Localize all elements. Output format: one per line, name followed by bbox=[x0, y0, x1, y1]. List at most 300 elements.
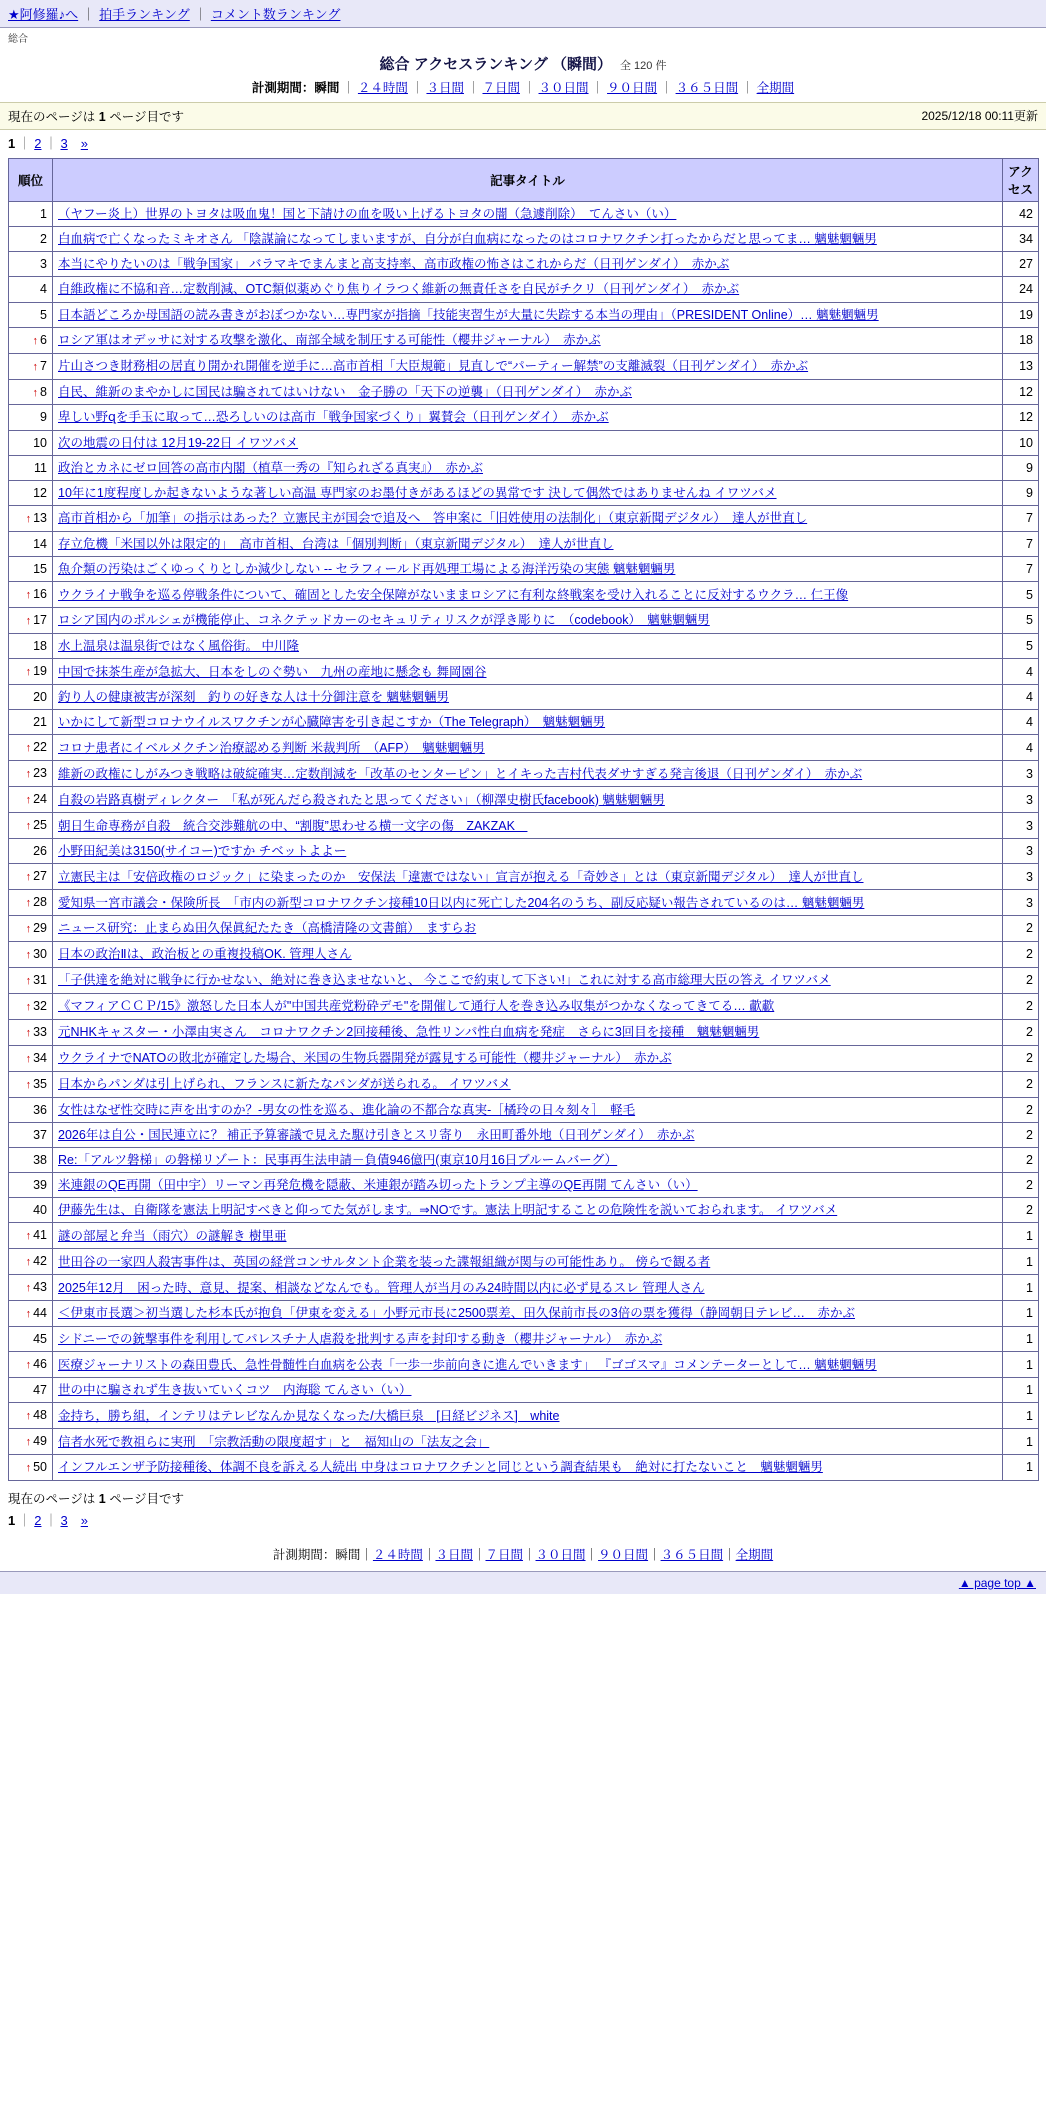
period-3d-bottom[interactable]: ３日間 bbox=[435, 1548, 473, 1562]
rank-up-icon: ↑ bbox=[25, 794, 32, 807]
article-title-cell bbox=[53, 1198, 1003, 1223]
rank-number: 26 bbox=[33, 844, 47, 859]
article-title-cell bbox=[53, 1249, 1003, 1275]
page-status-bar-bottom bbox=[0, 1485, 1046, 1507]
article-title-link[interactable]: ウクライナ戦争を巡る停戦条件について、確固とした安全保障がないままロシアに有利な終戦案を受け入れることに反対するウクラ… 仁王像 bbox=[58, 587, 849, 602]
rank-up-icon: ↑ bbox=[32, 386, 39, 399]
nav-separator-1: ｜ bbox=[82, 7, 96, 22]
table-row bbox=[9, 685, 1039, 710]
rank-number: 27 bbox=[33, 869, 47, 884]
period-7d-top[interactable]: ７日間 bbox=[482, 81, 520, 95]
period-24h-bottom[interactable]: ２４時間 bbox=[372, 1548, 423, 1562]
article-title-cell bbox=[53, 1455, 1003, 1481]
rank-cell bbox=[9, 735, 53, 761]
table-row bbox=[9, 1352, 1039, 1378]
article-title-cell bbox=[53, 1301, 1003, 1327]
article-title-link[interactable]: 小野田紀美は3150(サイコー)ですか チベットよよー bbox=[58, 844, 347, 859]
article-title-cell bbox=[53, 916, 1003, 942]
page-link-1-bottom[interactable]: 1 bbox=[8, 1513, 16, 1528]
rank-cell bbox=[9, 1147, 53, 1172]
access-count-cell: 1 bbox=[1003, 1403, 1039, 1429]
rank-number: 33 bbox=[33, 1024, 47, 1039]
article-title-link[interactable]: 朝日生命専務が自殺 統合交渉難航の中、“割腹”思わせる横一文字の傷 ZAKZAK bbox=[58, 818, 528, 833]
article-title-link[interactable]: 謎の部屋と弁当（雨穴）の謎解き 樹里亜 bbox=[58, 1228, 287, 1243]
access-count-cell: 1 bbox=[1003, 1301, 1039, 1327]
article-title-link[interactable]: 自民、維新のまやかしに国民は騙されてはいけない 金子勝の「天下の逆襲」（日刊ゲンダイ） 赤かぶ bbox=[58, 384, 633, 399]
rank-cell bbox=[9, 505, 53, 531]
period-sep-t3: ｜ bbox=[466, 81, 480, 95]
page-sep-b1: ｜ bbox=[18, 1513, 32, 1528]
article-title-cell bbox=[53, 608, 1003, 634]
article-title-link[interactable]: 日本の政治Ⅱは、政治板との重複投稿OK. 管理人さん bbox=[58, 947, 352, 962]
article-title-link[interactable]: 医療ジャーナリストの森田豊氏、急性骨髄性白血病を公表「一歩一歩前向きに進んでいきます」 『ゴゴスマ』コメンテーターとして… 魑魅魍魎男 bbox=[58, 1357, 877, 1372]
rank-cell bbox=[9, 1301, 53, 1327]
article-title-cell bbox=[53, 1147, 1003, 1172]
article-title-cell bbox=[53, 1327, 1003, 1352]
table-row bbox=[9, 659, 1039, 685]
period-3d-top[interactable]: ３日間 bbox=[426, 81, 464, 95]
page-sep-t1: ｜ bbox=[18, 136, 32, 151]
access-count-cell: 13 bbox=[1003, 353, 1039, 379]
access-count-cell: 2 bbox=[1003, 942, 1039, 968]
table-row bbox=[9, 761, 1039, 787]
access-count-cell: 2 bbox=[1003, 967, 1039, 993]
table-row bbox=[9, 813, 1039, 839]
rank-number: 8 bbox=[40, 384, 47, 399]
period-sep-t1: ｜ bbox=[342, 81, 355, 95]
article-title-link[interactable]: 日本語どころか母国語の読み書きがおぼつかない…専門家が指摘「技能実習生が大量に失踪する本当の理由」（PRESIDENT Online）… 魑魅魍魎男 bbox=[58, 307, 879, 322]
rank-number: 45 bbox=[33, 1332, 47, 1346]
page-next-bottom[interactable]: » bbox=[80, 1513, 88, 1528]
article-title-link[interactable]: 信者水死で教祖らに実刑 「宗教活動の限度超す」と 福知山の「法友之会」 bbox=[58, 1434, 490, 1449]
rank-number: 37 bbox=[33, 1127, 47, 1142]
rank-up-icon: ↑ bbox=[32, 360, 39, 373]
article-title-cell bbox=[53, 202, 1003, 227]
table-row bbox=[9, 1378, 1039, 1403]
article-title-link[interactable]: 日本からパンダは引上げられ、フランスに新たなパンダが送られる。 イワツバメ bbox=[58, 1077, 511, 1092]
page-sep-b2: ｜ bbox=[44, 1513, 58, 1528]
period-sep-t6: ｜ bbox=[660, 81, 673, 95]
period-sep-t7: ｜ bbox=[741, 81, 754, 95]
article-title-cell bbox=[53, 1173, 1003, 1198]
updated-timestamp: 2025/12/18 00:11更新 bbox=[921, 109, 1038, 123]
rank-number: 19 bbox=[33, 664, 47, 679]
rank-cell bbox=[9, 659, 53, 685]
rank-cell bbox=[9, 405, 53, 430]
article-title-link[interactable]: ロシア軍はオデッサに対する攻撃を激化、南部全域を制圧する可能性（櫻井ジャーナル） 赤かぶ bbox=[58, 333, 601, 348]
access-count-cell: 5 bbox=[1003, 608, 1039, 634]
article-title-cell bbox=[53, 277, 1003, 302]
table-row bbox=[9, 1455, 1039, 1481]
page-next-top[interactable]: » bbox=[80, 136, 88, 151]
article-title-link[interactable]: シドニーでの銃撃事件を利用してパレスチナ人虐殺を批判する声を封印する動き（櫻井ジャーナル） 赤かぶ bbox=[58, 1332, 663, 1346]
access-count-cell: 27 bbox=[1003, 252, 1039, 277]
article-title-link[interactable]: 中国で抹茶生産が急拡大、日本をしのぐ勢い 九州の産地に懸念も 舞岡園谷 bbox=[58, 664, 487, 679]
article-title-cell bbox=[53, 227, 1003, 252]
rank-cell bbox=[9, 379, 53, 405]
period-7d-bottom[interactable]: ７日間 bbox=[485, 1548, 523, 1562]
table-row bbox=[9, 967, 1039, 993]
rank-number: 12 bbox=[33, 485, 47, 500]
rank-cell bbox=[9, 864, 53, 890]
access-count-cell: 5 bbox=[1003, 582, 1039, 608]
rank-up-icon: ↑ bbox=[25, 1359, 32, 1372]
article-title-cell bbox=[53, 685, 1003, 710]
article-title-link[interactable]: インフルエンザ予防接種後、体調不良を訴える人続出 中身はコロナワクチンと同じという調査結果も 絶対に打たないこと 魑魅魍魎男 bbox=[58, 1460, 823, 1475]
table-row bbox=[9, 916, 1039, 942]
article-title-link[interactable]: 伊藤先生は、自衛隊を憲法上明記すべきと仰ってた気がします。⇒NOです。憲法上明記することの危険性を説いておられます。 イワツバメ bbox=[58, 1203, 838, 1218]
rank-cell bbox=[9, 202, 53, 227]
rank-number: 22 bbox=[33, 740, 47, 755]
current-page-number-bottom: 1 bbox=[98, 1492, 106, 1506]
period-sep-t2: ｜ bbox=[410, 81, 424, 95]
rank-cell bbox=[9, 967, 53, 993]
period-label-top: 計測期間： bbox=[251, 81, 315, 95]
rank-cell bbox=[9, 1403, 53, 1429]
access-count-cell: 10 bbox=[1003, 430, 1039, 455]
rank-cell bbox=[9, 252, 53, 277]
article-title-link[interactable]: 世の中に騙されず生き抜いていくコツ 内海聡 てんさい（い） bbox=[58, 1383, 412, 1398]
access-count-cell: 2 bbox=[1003, 1147, 1039, 1172]
rank-number: 42 bbox=[33, 1254, 47, 1269]
article-title-cell bbox=[53, 864, 1003, 890]
rank-number: 14 bbox=[33, 536, 47, 551]
access-count-cell: 18 bbox=[1003, 327, 1039, 353]
table-row bbox=[9, 353, 1039, 379]
article-title-link[interactable]: 片山さつき財務相の居直り開かれ開催を逆手に…高市首相「大臣規範」見直しで“パーティー解禁”の支離滅裂（日刊ゲンダイ） 赤かぶ bbox=[58, 358, 809, 373]
rank-cell bbox=[9, 227, 53, 252]
rank-up-icon: ↑ bbox=[25, 1436, 32, 1449]
article-title-link[interactable]: 自維政権に不協和音…定数削減、OTC類似薬めぐり焦りイラつく維新の無責任さを自民がチクリ（日刊ゲンダイ） 赤かぶ bbox=[58, 282, 740, 297]
period-90d-top[interactable]: ９０日間 bbox=[607, 81, 658, 95]
table-row bbox=[9, 634, 1039, 659]
table-row bbox=[9, 582, 1039, 608]
table-row bbox=[9, 1071, 1039, 1097]
rank-number: 36 bbox=[33, 1102, 47, 1117]
rank-cell bbox=[9, 890, 53, 916]
access-count-cell: 1 bbox=[1003, 1429, 1039, 1455]
article-title-cell bbox=[53, 942, 1003, 968]
article-title-cell bbox=[53, 327, 1003, 353]
rank-cell bbox=[9, 1455, 53, 1481]
access-count-cell: 1 bbox=[1003, 1275, 1039, 1301]
table-row bbox=[9, 405, 1039, 430]
article-title-cell bbox=[53, 455, 1003, 480]
article-title-link[interactable]: 元NHKキャスター・小澤由実さん コロナワクチン2回接種後、急性リンパ性白血病を発症 さらに3回目を接種 魑魅魍魎男 bbox=[58, 1025, 760, 1040]
access-count-cell: 2 bbox=[1003, 993, 1039, 1019]
article-title-link[interactable]: Re:「アルツ磐梯」の磐梯リゾート：民事再生法申請－負債946億円(東京10月16日ブルームバーグ） bbox=[58, 1152, 618, 1167]
access-count-cell: 34 bbox=[1003, 227, 1039, 252]
rank-up-icon: ↑ bbox=[25, 615, 32, 628]
article-title-cell bbox=[53, 1019, 1003, 1045]
period-all-top[interactable]: 全期間 bbox=[756, 81, 795, 95]
article-title-link[interactable]: 世田谷の一家四人殺害事件は、英国の経営コンサルタント企業を装った諜報組織が関与の可能性あり。 傍らで観る者 bbox=[58, 1254, 711, 1269]
rank-cell bbox=[9, 916, 53, 942]
access-count-cell: 24 bbox=[1003, 277, 1039, 302]
rank-up-icon: ↑ bbox=[25, 974, 32, 987]
rank-number: 50 bbox=[33, 1460, 47, 1475]
period-30d-top[interactable]: ３０日間 bbox=[538, 81, 589, 95]
current-page-number-top: 1 bbox=[98, 110, 106, 124]
article-title-link[interactable]: （ヤフー炎上）世界のトヨタは吸血鬼！国と下請けの血を吸い上げるトヨタの闇（急遽削除） てんさい（い） bbox=[58, 207, 677, 221]
period-sep-b7: ｜ bbox=[723, 1548, 736, 1562]
column-header-rank: 順位 bbox=[9, 159, 53, 202]
access-count-cell: 5 bbox=[1003, 634, 1039, 659]
rank-number: 35 bbox=[33, 1076, 47, 1091]
article-title-link[interactable]: 高市首相から「加筆」の指示はあった？立憲民主が国会で追及へ 答申案に「旧姓使用の法制化」（東京新聞デジタル） 達人が世直し bbox=[58, 511, 808, 526]
period-365d-bottom[interactable]: ３６５日間 bbox=[660, 1548, 724, 1562]
table-row bbox=[9, 202, 1039, 227]
top-navigation-bar bbox=[0, 0, 1046, 28]
table-row bbox=[9, 480, 1039, 505]
article-title-cell bbox=[53, 890, 1003, 916]
access-count-cell: 9 bbox=[1003, 480, 1039, 505]
period-30d-bottom[interactable]: ３０日間 bbox=[535, 1548, 586, 1562]
rank-cell bbox=[9, 327, 53, 353]
article-title-link[interactable]: ロシア国内のポルシェが機能停止、コネクテッドカーのセキュリティリスクが浮き彫りに （codebook） 魑魅魍魎男 bbox=[58, 613, 710, 628]
period-365d-top[interactable]: ３６５日間 bbox=[675, 81, 739, 95]
article-title-link[interactable]: 「子供達を絶対に戦争に行かせない、絶対に巻き込ませないと、 今ここで約束して下さい!」これに対する高市総理大臣の答え イワツバメ bbox=[58, 973, 831, 988]
access-count-cell: 1 bbox=[1003, 1223, 1039, 1249]
article-title-link[interactable]: 次の地震の日付は 12月19-22日 イワツバメ bbox=[58, 435, 299, 450]
rank-cell bbox=[9, 1275, 53, 1301]
article-title-link[interactable]: 10年に1度程度しか起きないような著しい高温 専門家のお墨付きがあるほどの異常です 決して偶然ではありませんね イワツバメ bbox=[58, 485, 777, 500]
access-count-cell: 4 bbox=[1003, 710, 1039, 735]
article-title-cell bbox=[53, 1378, 1003, 1403]
table-row bbox=[9, 735, 1039, 761]
rank-up-icon: ↑ bbox=[25, 897, 32, 910]
table-body bbox=[9, 202, 1039, 1481]
rank-up-icon: ↑ bbox=[25, 949, 32, 961]
rank-number: 47 bbox=[33, 1383, 47, 1398]
column-header-access: アクセス bbox=[1003, 159, 1039, 202]
rank-number: 40 bbox=[33, 1203, 47, 1218]
rank-number: 4 bbox=[40, 282, 47, 297]
rank-cell bbox=[9, 430, 53, 455]
article-title-link[interactable]: ＜伊東市長選＞初当選した杉本氏が抱負「伊東を変える」小野元市長に2500票差、田久保前市長の3倍の票を獲得（静岡朝日テレビ… 赤かぶ bbox=[58, 1306, 856, 1321]
rank-cell bbox=[9, 1097, 53, 1122]
rank-cell bbox=[9, 813, 53, 839]
rank-number: 48 bbox=[33, 1408, 47, 1423]
table-row bbox=[9, 1301, 1039, 1327]
column-header-title: 記事タイトル bbox=[53, 159, 1003, 202]
article-title-cell bbox=[53, 1071, 1003, 1097]
access-count-cell: 4 bbox=[1003, 685, 1039, 710]
rank-number: 13 bbox=[33, 510, 47, 525]
rank-number: 16 bbox=[33, 587, 47, 602]
rank-number: 43 bbox=[33, 1280, 47, 1295]
article-title-link[interactable]: 白血病で亡くなったミキオさん 「陰謀論になってしまいますが、自分が白血病になったのはコロナワクチン打ったからだと思ってま… 魑魅魍魎男 bbox=[58, 232, 877, 247]
table-row bbox=[9, 1097, 1039, 1122]
rank-cell bbox=[9, 1198, 53, 1223]
article-title-cell bbox=[53, 787, 1003, 813]
rank-number: 2 bbox=[40, 232, 47, 247]
table-row bbox=[9, 890, 1039, 916]
article-title-cell bbox=[53, 405, 1003, 430]
home-link[interactable]: ★阿修羅♪へ bbox=[8, 7, 79, 22]
article-title-cell bbox=[53, 1429, 1003, 1455]
rank-number: 17 bbox=[33, 613, 47, 628]
page-status-bar-top bbox=[0, 102, 1046, 130]
page-link-2-bottom[interactable]: 2 bbox=[34, 1513, 42, 1528]
breadcrumb: 総合 bbox=[8, 34, 28, 45]
article-title-link[interactable]: 存立危機「米国以外は限定的」 高市首相、台湾は「個別判断」（東京新聞デジタル） 達人が世直し bbox=[58, 536, 614, 551]
rank-number: 29 bbox=[33, 921, 47, 936]
current-page-prefix-top: 現在のページは bbox=[8, 110, 96, 124]
rank-cell bbox=[9, 455, 53, 480]
article-title-link[interactable]: コロナ患者にイベルメクチン治療認める判断 米裁判所 （AFP） 魑魅魍魎男 bbox=[58, 740, 485, 755]
article-title-cell bbox=[53, 1275, 1003, 1301]
access-count-cell: 12 bbox=[1003, 379, 1039, 405]
access-count-cell: 1 bbox=[1003, 1327, 1039, 1352]
access-count-cell: 1 bbox=[1003, 1455, 1039, 1481]
page-link-2-top[interactable]: 2 bbox=[34, 136, 42, 151]
table-row bbox=[9, 302, 1039, 327]
article-title-cell bbox=[53, 1097, 1003, 1122]
comment-ranking-link[interactable]: コメント数ランキング bbox=[210, 7, 341, 22]
rank-up-icon: ↑ bbox=[25, 1052, 32, 1065]
rank-up-icon: ↑ bbox=[32, 334, 39, 347]
period-sep-b6: ｜ bbox=[648, 1548, 661, 1562]
access-count-cell: 2 bbox=[1003, 1122, 1039, 1147]
rank-number: 21 bbox=[33, 715, 47, 730]
rank-cell bbox=[9, 634, 53, 659]
rank-number: 10 bbox=[33, 435, 47, 450]
rank-up-icon: ↑ bbox=[25, 666, 32, 679]
rank-up-icon: ↑ bbox=[25, 589, 32, 602]
rank-up-icon: ↑ bbox=[25, 1078, 32, 1091]
table-row bbox=[9, 1403, 1039, 1429]
access-count-cell: 1 bbox=[1003, 1249, 1039, 1275]
access-count-cell: 7 bbox=[1003, 531, 1039, 556]
pagination-bottom bbox=[0, 1507, 1046, 1535]
table-row bbox=[9, 327, 1039, 353]
table-row bbox=[9, 839, 1039, 864]
page-link-1-top[interactable]: 1 bbox=[8, 136, 16, 151]
article-title-link[interactable]: 釣り人の健康被害が深刻 釣りの好きな人は十分御注意を 魑魅魍魎男 bbox=[58, 690, 449, 705]
article-title-link[interactable]: 愛知県一宮市議会・保険所長 「市内の新型コロナワクチン接種10日以内に死亡した204名のうち、副反応疑い報告されているのは… 魑魅魍魎男 bbox=[58, 895, 865, 910]
article-title-cell bbox=[53, 1403, 1003, 1429]
table-row bbox=[9, 1019, 1039, 1045]
article-title-cell bbox=[53, 761, 1003, 787]
access-count-cell: 2 bbox=[1003, 1019, 1039, 1045]
table-row bbox=[9, 1173, 1039, 1198]
rank-up-icon: ↑ bbox=[25, 1308, 32, 1321]
current-page-prefix-bottom: 現在のページは bbox=[8, 1492, 96, 1506]
article-title-link[interactable]: 水上温泉は温泉街ではなく風俗街。 中川隆 bbox=[58, 639, 299, 653]
access-count-cell: 42 bbox=[1003, 202, 1039, 227]
rank-number: 3 bbox=[40, 257, 47, 272]
article-title-cell bbox=[53, 839, 1003, 864]
rank-cell bbox=[9, 608, 53, 634]
rank-cell bbox=[9, 1045, 53, 1071]
table-row bbox=[9, 864, 1039, 890]
rank-number: 20 bbox=[33, 690, 47, 705]
article-title-cell bbox=[53, 1122, 1003, 1147]
period-90d-bottom[interactable]: ９０日間 bbox=[598, 1548, 649, 1562]
article-title-cell bbox=[53, 531, 1003, 556]
article-title-cell bbox=[53, 557, 1003, 582]
rank-number: 11 bbox=[34, 460, 47, 475]
page-link-3-bottom[interactable]: 3 bbox=[60, 1513, 68, 1528]
rank-cell bbox=[9, 302, 53, 327]
table-row bbox=[9, 710, 1039, 735]
article-title-link[interactable]: 金持ち，勝ち組，インテリはテレビなんか見なくなった/大橋巨泉 [日経ビジネス] white bbox=[58, 1408, 560, 1423]
rank-up-icon: ↑ bbox=[25, 923, 32, 936]
period-24h-top[interactable]: ２４時間 bbox=[357, 81, 408, 95]
article-title-link[interactable]: 《マフィアＣＣＰ/15》激怒した日本人が"中国共産党粉砕デモ"を開催して通行人を巻き込み収集がつかなくなってきてる… 歗歗 bbox=[58, 999, 775, 1014]
period-current-top: 瞬間 bbox=[314, 81, 340, 95]
article-title-link[interactable]: 本当にやりたいのは「戦争国家」 バラマキでまんまと高支持率、高市政権の怖さはこれからだ（日刊ゲンダイ） 赤かぶ bbox=[58, 257, 730, 272]
rank-up-icon: ↑ bbox=[25, 768, 32, 781]
rank-cell bbox=[9, 1352, 53, 1378]
rank-up-icon: ↑ bbox=[25, 820, 32, 833]
access-count-cell: 19 bbox=[1003, 302, 1039, 327]
current-page-suffix-top: ページ目です bbox=[109, 110, 184, 124]
table-row bbox=[9, 455, 1039, 480]
page-link-3-top[interactable]: 3 bbox=[60, 136, 68, 151]
article-title-link[interactable]: 卑しい野զを手玉に取って…恐ろしいのは高市「戦争国家づくり」翼賛会（日刊ゲンダイ） 赤かぶ bbox=[58, 410, 609, 425]
rank-cell bbox=[9, 1327, 53, 1352]
article-title-link[interactable]: 米連銀のQE再開（田中宇）リーマン再発危機を隠蔽、米連銀が踏み切ったトランプ主導のQE再開 てんさい（い） bbox=[58, 1178, 698, 1192]
article-title-link[interactable]: 2025年12月 困った時、意見、提案、相談などなんでも。管理人が当月のみ24時間以内に必ず見るスレ 管理人さん bbox=[58, 1280, 705, 1295]
access-count-cell: 3 bbox=[1003, 890, 1039, 916]
article-title-link[interactable]: いかにして新型コロナウイルスワクチンが心臓障害を引き起こすか（The Telegraph） 魑魅魍魎男 bbox=[58, 715, 606, 730]
rank-cell bbox=[9, 277, 53, 302]
rank-cell bbox=[9, 582, 53, 608]
period-sep-t4: ｜ bbox=[523, 81, 536, 95]
table-header-row bbox=[9, 159, 1039, 202]
table-row bbox=[9, 1198, 1039, 1223]
article-title-link[interactable]: ウクライナでNATOの敗北が確定した場合、米国の生物兵器開発が露見する可能性（櫻井ジャーナル） 赤かぶ bbox=[58, 1051, 672, 1066]
rank-cell bbox=[9, 1019, 53, 1045]
period-all-bottom[interactable]: 全期間 bbox=[735, 1548, 774, 1562]
applause-ranking-link[interactable]: 拍手ランキング bbox=[99, 7, 190, 22]
article-title-link[interactable]: 2026年は自公・国民連立に？ 補正予算審議で見えた駆け引きとスリ寄り 永田町番外地（日刊ゲンダイ） 赤かぶ bbox=[58, 1127, 695, 1142]
rank-cell bbox=[9, 942, 53, 968]
article-title-link[interactable]: 自殺の岩路真樹ディレクター 「私が死んだら殺されたと思ってください」（柳澤史樹氏facebook) 魑魅魍魎男 bbox=[58, 792, 665, 807]
table-row bbox=[9, 993, 1039, 1019]
article-title-link[interactable]: 維新の政権にしがみつき戦略は破綻確実…定数削減を「改革のセンターピン」とイキった吉村代表ダサすぎる発言後退（日刊ゲンダイ） 赤かぶ bbox=[58, 766, 863, 781]
rank-cell bbox=[9, 1249, 53, 1275]
article-title-cell bbox=[53, 1045, 1003, 1071]
access-count-cell: 4 bbox=[1003, 735, 1039, 761]
article-title-link[interactable]: 魚介類の汚染はごくゆっくりとしか減少しない -- セラフィールド再処理工場による海洋汚染の実態 魑魅魍魎男 bbox=[58, 562, 676, 576]
rank-number: 32 bbox=[33, 998, 47, 1013]
article-title-cell bbox=[53, 710, 1003, 735]
period-selector-top bbox=[0, 76, 1046, 102]
article-title-link[interactable]: 女性はなぜ性交時に声を出すのか？-男女の性を巡る、進化論の不都合な真実-［橘玲の日々刻々］ 軽毛 bbox=[58, 1102, 636, 1117]
table-row bbox=[9, 277, 1039, 302]
article-title-link[interactable]: ニュース研究：止まらぬ田久保眞紀たたき（高橋清隆の文書館） ますらお bbox=[58, 921, 477, 936]
article-title-link[interactable]: 政治とカネにゼロ回答の高市内閣（植草一秀の『知られざる真実』） 赤かぶ bbox=[58, 460, 484, 475]
article-title-link[interactable]: 立憲民主は「安倍政権のロジック」に染まったのか 安保法「違憲ではない」宣言が抱える「奇妙さ」とは（東京新聞デジタル） 達人が世直し bbox=[58, 869, 864, 884]
access-count-cell: 1 bbox=[1003, 1378, 1039, 1403]
article-title-cell bbox=[53, 252, 1003, 277]
rank-number: 38 bbox=[33, 1152, 47, 1167]
table-row bbox=[9, 1147, 1039, 1172]
table-row bbox=[9, 1223, 1039, 1249]
access-count-cell: 2 bbox=[1003, 916, 1039, 942]
rank-cell bbox=[9, 1122, 53, 1147]
rank-number: 6 bbox=[40, 332, 47, 347]
rank-number: 7 bbox=[40, 358, 47, 373]
access-count-cell: 2 bbox=[1003, 1071, 1039, 1097]
rank-up-icon: ↑ bbox=[25, 512, 32, 525]
rank-number: 30 bbox=[33, 947, 47, 961]
access-count-cell: 1 bbox=[1003, 1352, 1039, 1378]
page-top-link[interactable]: ▲ page top ▲ bbox=[958, 1576, 1036, 1590]
